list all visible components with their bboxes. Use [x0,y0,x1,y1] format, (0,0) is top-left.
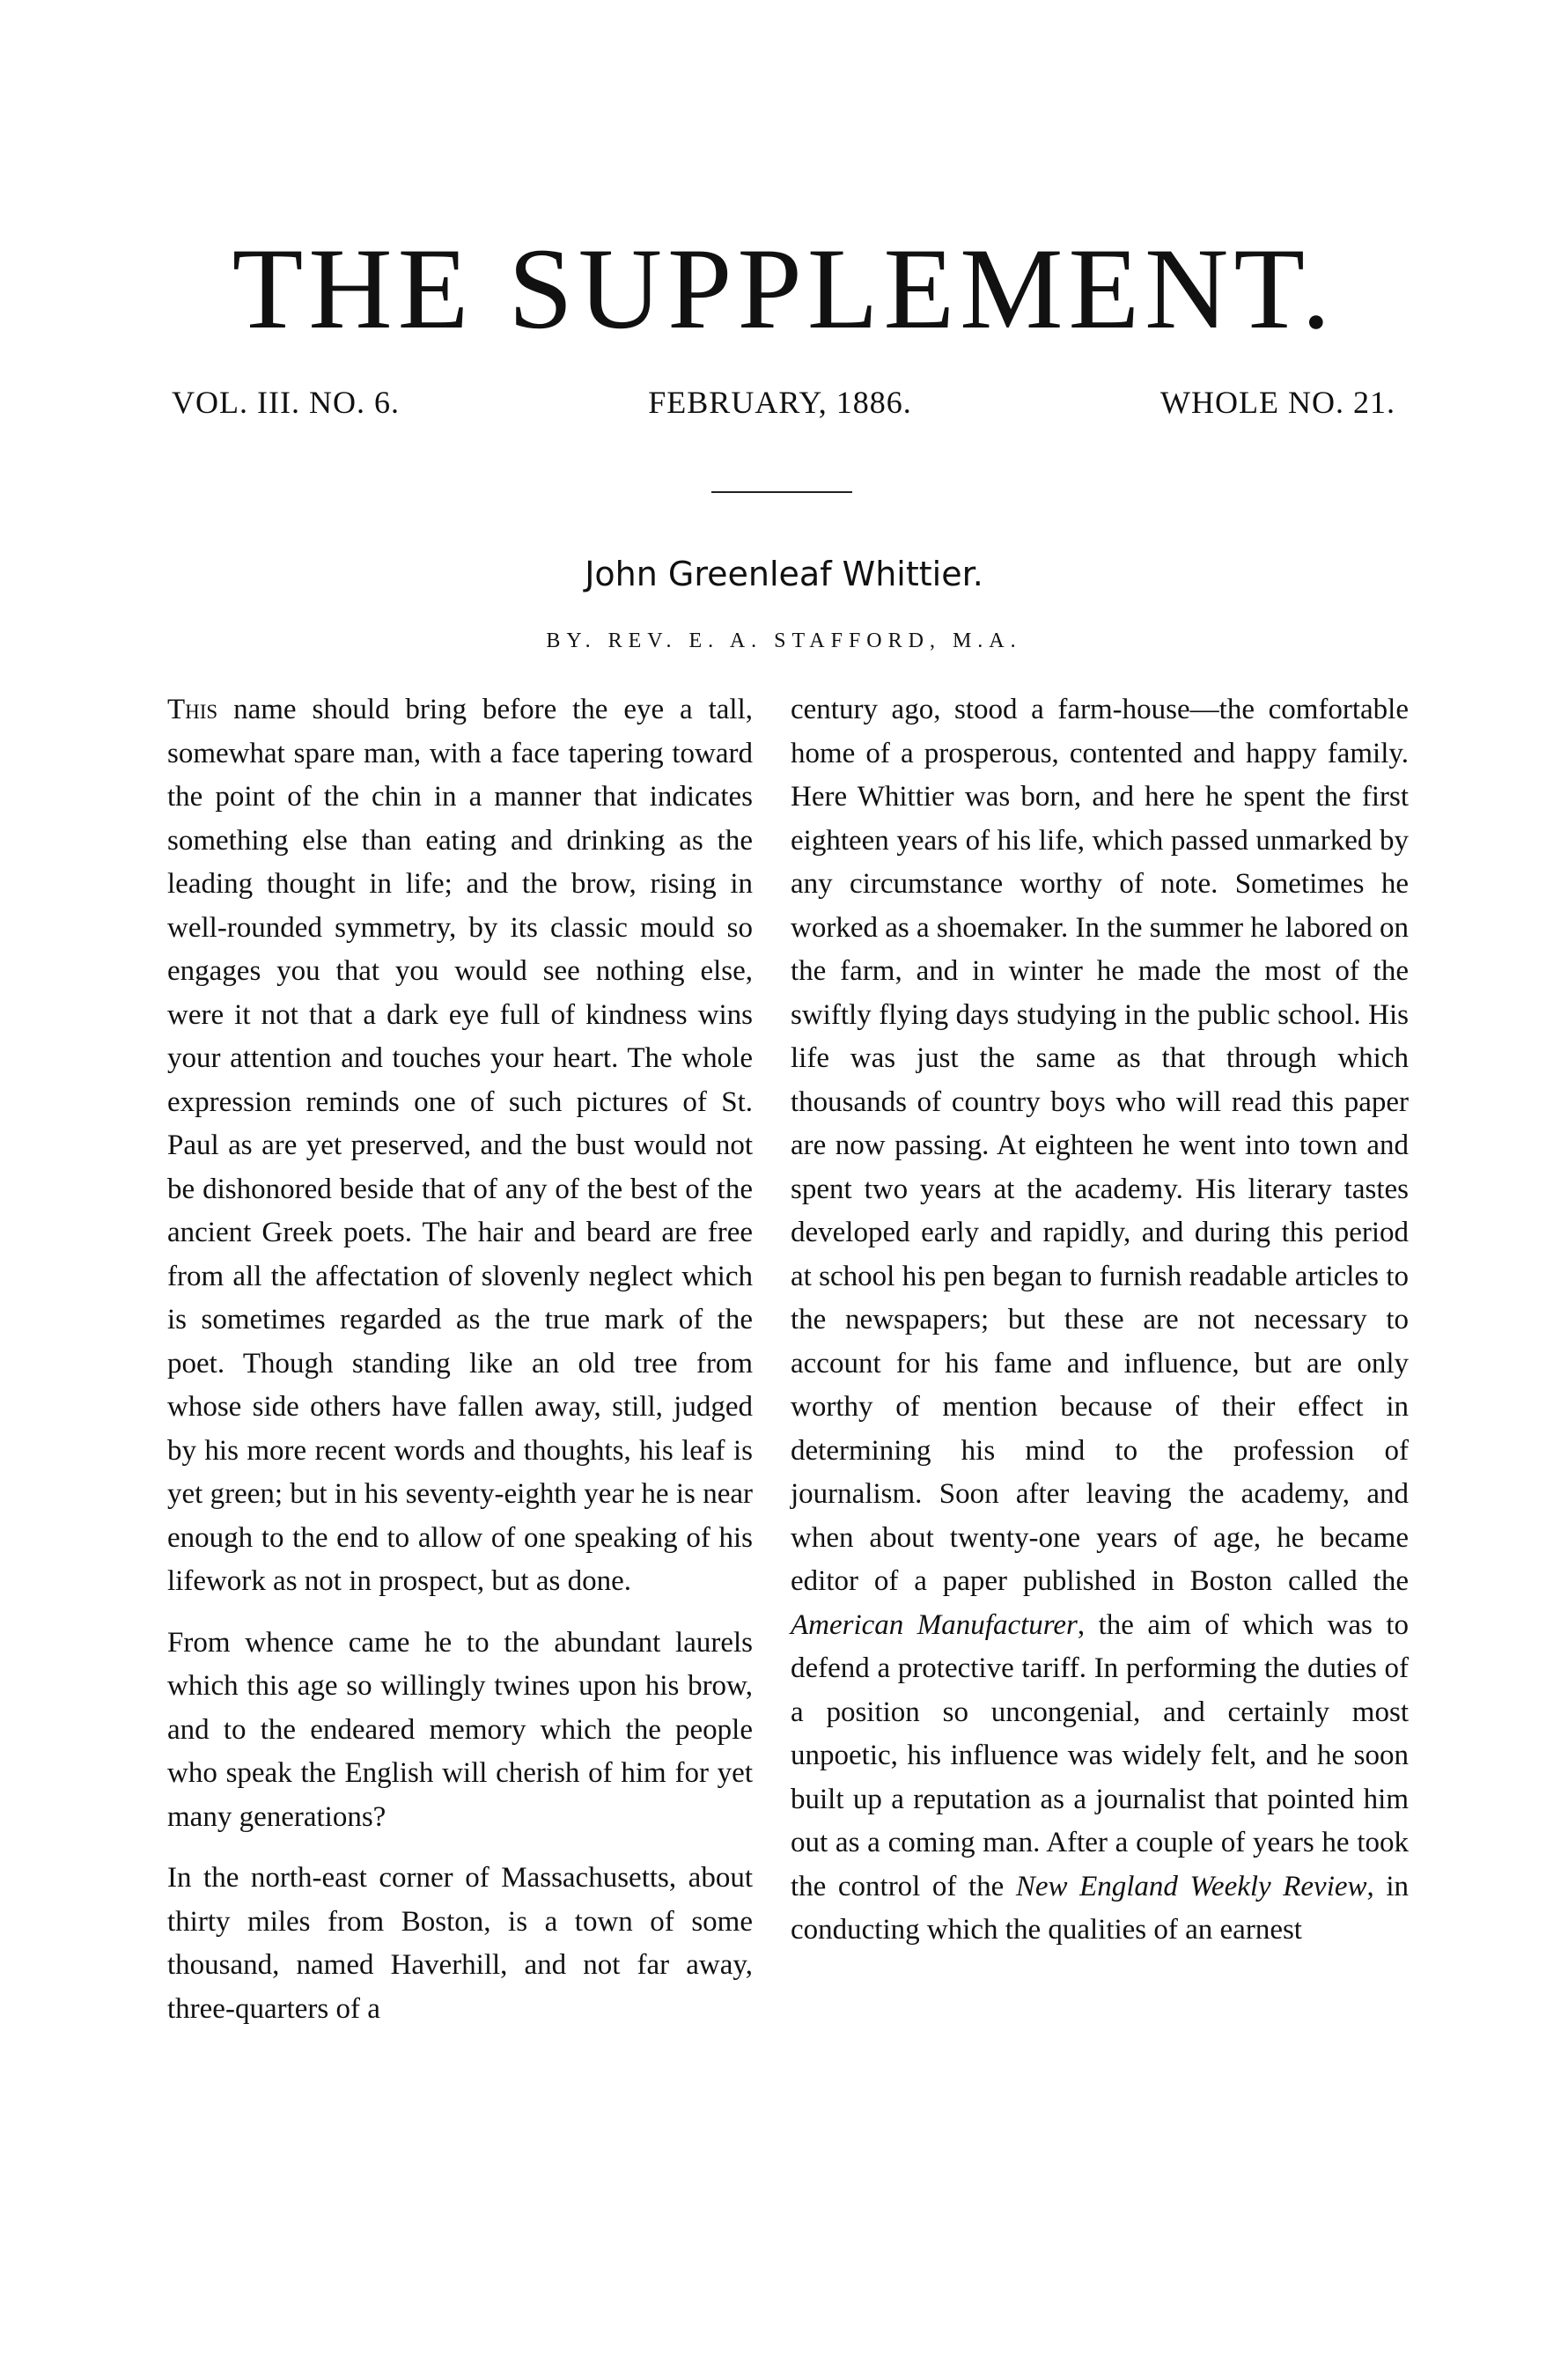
issue-date: FEBRUARY, 1886. [648,385,912,420]
italic-title: American Manufacturer [791,1608,1078,1641]
italic-title: New England Weekly Review [1015,1870,1367,1902]
paragraph [791,688,1409,1953]
issue-line [172,384,1395,421]
paragraph-text: name should bring before the eye a tall, somewhat spare man, with a face tapering toward the point of the chin in a manner that indicates something else than eating and drinking as the leading thought in life; and the brow, rising in well-rounded symmetry, by its classic mould so engages you that you would see nothing else, were it not that a dark eye full of kindness wins your attention and touches your heart. The whole expression reminds one of such pictures of St. Paul as are yet preserved, and the bust would not be dishonored beside that of any of the best of the ancient Greek poets. The hair and beard are free from all the affectation of slovenly neglect which is sometimes regarded as the true mark of the poet. Though standing like an old tree from whose side others have fallen away, still, judged by his more recent words and thoughts, his leaf is yet green; but in his seventy-eighth year he is near enough to the end to allow of one speaking of his lifework as not in prospect, but as done. [167,694,753,1597]
volume-number: VOL. III. NO. 6. [172,385,400,420]
paragraph-text: , the aim of which was to defend a protective tariff. In performing the duties of a position so uncongenial, and certainly most unpoetic, his influence was widely felt, and he soon built up a reputation as a journalist that pointed him out as a coming man. After a couple of years he took the control of the [791,1608,1409,1902]
article-title: John Greenleaf Whittier. [585,555,983,593]
paragraph [167,688,753,1604]
divider-rule [711,491,852,493]
left-column [167,688,753,2031]
byline: BY. REV. E. A. STAFFORD, M.A. [546,629,1022,652]
lead-word: This [167,694,218,725]
paragraph-text: century ago, stood a farm-house—the comfortable home of a prosperous, contented and happy family. Here Whittier was born, and here he spent the first eighteen years of his life, which passed unmarked by any circumstance worthy of note. Sometimes he worked as a shoemaker. In the summer he labored on the farm, and in winter he made the most of the swiftly flying days studying in the public school. His life was just the same as that through which thousands of country boys who will read this paper are now passing. At eighteen he went into town and spent two years at the academy. His literary tastes developed early and rapidly, and during this period at school his pen began to furnish readable articles to the newspapers; but these are not necessary to account for his fame and influence, but are only worthy of mention because of their effect in determining his mind to the profession of journalism. Soon after leaving the academy, and when about twenty-one years of age, he became editor of a paper published in Boston called the [791,694,1409,1597]
right-column [791,688,1409,1953]
paragraph: In the north-east corner of Massachusetts, about thirty miles from Boston, is a town of some thousand, named Haverhill, and not far away, three-quarters of a [167,1862,753,2025]
whole-number: WHOLE NO. 21. [1160,385,1395,420]
masthead-title: THE SUPPLEMENT. [232,224,1336,353]
paragraph: From whence came he to the abundant laurels which this age so willingly twines upon his brow, and to the endeared memory which the people who speak the English will cherish of him for yet many generations? [167,1626,753,1833]
paragraph-text: , in conducting which the qualities of an earnest [791,1870,1409,1946]
